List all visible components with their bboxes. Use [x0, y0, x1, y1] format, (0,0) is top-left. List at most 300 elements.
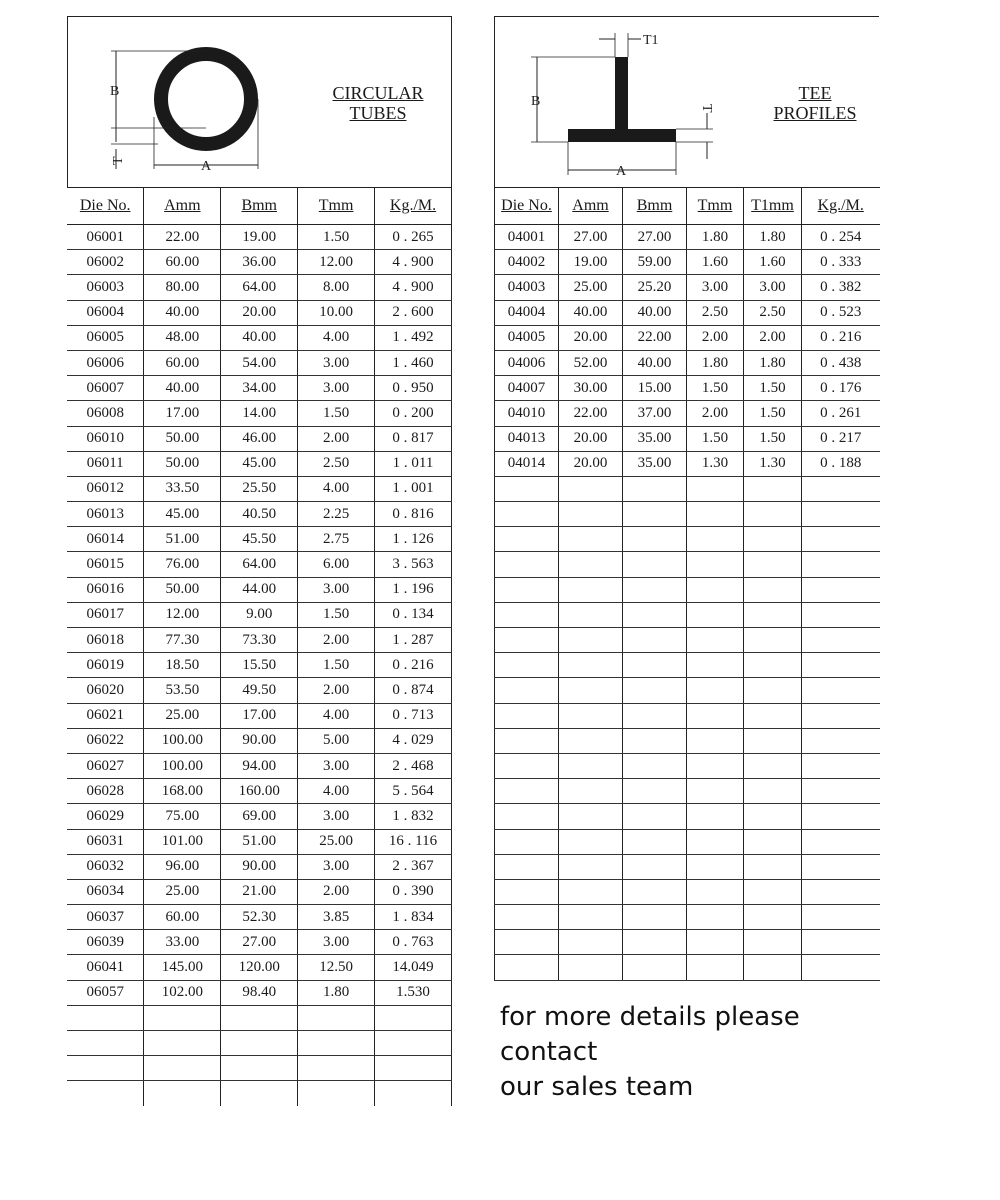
table-row	[67, 930, 452, 955]
table-row	[67, 628, 452, 653]
table-row	[495, 325, 880, 350]
table-cell: 0 . 134	[375, 602, 452, 627]
empty-cell	[687, 728, 744, 753]
empty-cell	[495, 703, 559, 728]
table-header-row	[67, 188, 452, 225]
table-cell: 25.50	[221, 476, 298, 501]
tee-profiles-panel	[494, 16, 879, 981]
table-cell: 2.50	[744, 300, 802, 325]
empty-cell	[802, 879, 880, 904]
table-cell: 1 . 832	[375, 804, 452, 829]
a-label: A	[201, 159, 212, 174]
empty-cell	[687, 905, 744, 930]
tube-ring	[161, 54, 251, 144]
table-cell: 06031	[67, 829, 144, 854]
table-cell: 2.50	[687, 300, 744, 325]
header-kg-per-m: Kg./M.	[802, 188, 880, 225]
empty-cell	[623, 602, 687, 627]
empty-cell	[559, 703, 623, 728]
empty-cell	[802, 753, 880, 778]
empty-cell	[495, 829, 559, 854]
table-cell: 49.50	[221, 678, 298, 703]
table-cell: 06004	[67, 300, 144, 325]
table-cell: 06027	[67, 753, 144, 778]
table-cell: 1 . 834	[375, 905, 452, 930]
empty-table-row	[495, 502, 880, 527]
table-cell: 1.50	[298, 602, 375, 627]
empty-cell	[495, 728, 559, 753]
header-tmm: Tmm	[687, 188, 744, 225]
empty-cell	[687, 502, 744, 527]
contact-note	[500, 1000, 900, 1105]
empty-cell	[144, 1056, 221, 1081]
empty-table-row	[495, 955, 880, 980]
table-row	[495, 451, 880, 476]
table-cell: 3.00	[298, 930, 375, 955]
contact-line-2: our sales team	[500, 1072, 694, 1102]
table-cell: 100.00	[144, 753, 221, 778]
empty-cell	[495, 678, 559, 703]
table-cell: 0 . 333	[802, 250, 880, 275]
empty-cell	[623, 905, 687, 930]
table-cell: 90.00	[221, 728, 298, 753]
table-cell: 33.00	[144, 930, 221, 955]
empty-cell	[375, 1031, 452, 1056]
table-cell: 1 . 460	[375, 350, 452, 375]
empty-cell	[495, 905, 559, 930]
table-cell: 51.00	[221, 829, 298, 854]
table-cell: 10.00	[298, 300, 375, 325]
table-row	[67, 325, 452, 350]
table-cell: 1.530	[375, 980, 452, 1005]
empty-cell	[623, 854, 687, 879]
empty-cell	[375, 1081, 452, 1106]
table-cell: 1.50	[744, 376, 802, 401]
table-cell: 52.30	[221, 905, 298, 930]
empty-cell	[802, 905, 880, 930]
title-line-1: CIRCULAR	[332, 83, 424, 103]
table-row	[495, 401, 880, 426]
empty-cell	[144, 1031, 221, 1056]
table-row	[67, 502, 452, 527]
empty-cell	[559, 728, 623, 753]
table-cell: 160.00	[221, 779, 298, 804]
table-cell: 40.00	[559, 300, 623, 325]
empty-cell	[298, 1005, 375, 1030]
table-cell: 34.00	[221, 376, 298, 401]
empty-cell	[802, 955, 880, 980]
empty-cell	[744, 879, 802, 904]
empty-cell	[623, 728, 687, 753]
header-amm: Amm	[559, 188, 623, 225]
table-cell: 06002	[67, 250, 144, 275]
table-cell: 06013	[67, 502, 144, 527]
empty-cell	[802, 552, 880, 577]
empty-cell	[802, 728, 880, 753]
table-row	[67, 753, 452, 778]
empty-table-row	[495, 577, 880, 602]
circular-tubes-body	[67, 225, 452, 1106]
table-cell: 3.00	[744, 275, 802, 300]
table-cell: 0 . 216	[802, 325, 880, 350]
table-cell: 35.00	[623, 426, 687, 451]
circular-tube-diagram	[67, 16, 452, 187]
table-cell: 3.00	[298, 350, 375, 375]
empty-cell	[802, 829, 880, 854]
empty-cell	[744, 678, 802, 703]
empty-cell	[67, 1005, 144, 1030]
table-cell: 0 . 200	[375, 401, 452, 426]
table-cell: 50.00	[144, 451, 221, 476]
table-cell: 0 . 713	[375, 703, 452, 728]
circular-tubes-table	[67, 187, 452, 1106]
empty-cell	[298, 1031, 375, 1056]
table-cell: 12.00	[144, 602, 221, 627]
table-row	[495, 275, 880, 300]
tee-flange	[568, 129, 676, 142]
table-cell: 06037	[67, 905, 144, 930]
table-cell: 45.50	[221, 527, 298, 552]
table-cell: 2.00	[744, 325, 802, 350]
empty-table-row	[67, 1056, 452, 1081]
table-cell: 0 . 176	[802, 376, 880, 401]
table-cell: 1 . 126	[375, 527, 452, 552]
table-cell: 4.00	[298, 779, 375, 804]
empty-table-row	[495, 829, 880, 854]
table-cell: 06029	[67, 804, 144, 829]
tee-profiles-table	[494, 187, 880, 981]
table-row	[67, 225, 452, 250]
table-cell: 1 . 196	[375, 577, 452, 602]
table-row	[67, 905, 452, 930]
table-cell: 12.00	[298, 250, 375, 275]
empty-cell	[495, 753, 559, 778]
table-cell: 0 . 216	[375, 653, 452, 678]
table-cell: 59.00	[623, 250, 687, 275]
table-row	[495, 300, 880, 325]
empty-cell	[744, 905, 802, 930]
empty-cell	[687, 653, 744, 678]
empty-cell	[559, 930, 623, 955]
table-cell: 0 . 254	[802, 225, 880, 250]
circular-tubes-panel	[67, 16, 452, 1106]
table-row	[67, 703, 452, 728]
empty-cell	[623, 753, 687, 778]
empty-cell	[559, 577, 623, 602]
table-cell: 1 . 287	[375, 628, 452, 653]
table-cell: 25.20	[623, 275, 687, 300]
table-cell: 0 . 523	[802, 300, 880, 325]
table-cell: 1.80	[687, 350, 744, 375]
table-cell: 14.049	[375, 955, 452, 980]
table-cell: 48.00	[144, 325, 221, 350]
table-cell: 4 . 900	[375, 250, 452, 275]
table-cell: 37.00	[623, 401, 687, 426]
contact-line-1: for more details please contact	[500, 1002, 800, 1067]
table-cell: 90.00	[221, 854, 298, 879]
empty-cell	[495, 628, 559, 653]
empty-cell	[221, 1005, 298, 1030]
table-cell: 64.00	[221, 552, 298, 577]
table-cell: 1.50	[298, 225, 375, 250]
table-cell: 06019	[67, 653, 144, 678]
empty-cell	[298, 1056, 375, 1081]
table-cell: 2.00	[298, 426, 375, 451]
empty-cell	[495, 854, 559, 879]
table-cell: 69.00	[221, 804, 298, 829]
empty-cell	[375, 1005, 452, 1030]
b-label: B	[531, 94, 541, 109]
empty-cell	[687, 552, 744, 577]
table-cell: 50.00	[144, 577, 221, 602]
table-cell: 4 . 029	[375, 728, 452, 753]
table-cell: 3.00	[298, 577, 375, 602]
table-cell: 1.50	[744, 426, 802, 451]
empty-cell	[687, 703, 744, 728]
table-cell: 2 . 468	[375, 753, 452, 778]
empty-cell	[67, 1056, 144, 1081]
empty-cell	[67, 1081, 144, 1106]
table-row	[67, 476, 452, 501]
table-cell: 06034	[67, 879, 144, 904]
table-cell: 06041	[67, 955, 144, 980]
table-cell: 19.00	[221, 225, 298, 250]
empty-cell	[559, 502, 623, 527]
table-cell: 25.00	[298, 829, 375, 854]
table-cell: 06016	[67, 577, 144, 602]
table-cell: 102.00	[144, 980, 221, 1005]
table-cell: 06011	[67, 451, 144, 476]
empty-cell	[623, 552, 687, 577]
table-row	[495, 250, 880, 275]
table-cell: 12.50	[298, 955, 375, 980]
empty-table-row	[495, 527, 880, 552]
table-cell: 0 . 217	[802, 426, 880, 451]
table-cell: 51.00	[144, 527, 221, 552]
table-cell: 40.50	[221, 502, 298, 527]
empty-cell	[559, 552, 623, 577]
empty-cell	[144, 1005, 221, 1030]
header-tmm: Tmm	[298, 188, 375, 225]
table-cell: 1.30	[744, 451, 802, 476]
table-row	[67, 955, 452, 980]
table-cell: 06005	[67, 325, 144, 350]
empty-cell	[559, 955, 623, 980]
table-cell: 3.00	[298, 854, 375, 879]
table-cell: 64.00	[221, 275, 298, 300]
table-row	[67, 854, 452, 879]
table-cell: 22.00	[623, 325, 687, 350]
empty-cell	[495, 779, 559, 804]
table-cell: 44.00	[221, 577, 298, 602]
table-cell: 0 . 438	[802, 350, 880, 375]
table-cell: 0 . 817	[375, 426, 452, 451]
empty-cell	[744, 552, 802, 577]
table-cell: 0 . 763	[375, 930, 452, 955]
table-row	[67, 300, 452, 325]
table-cell: 0 . 265	[375, 225, 452, 250]
empty-cell	[623, 653, 687, 678]
empty-table-row	[495, 678, 880, 703]
empty-cell	[559, 829, 623, 854]
table-cell: 04004	[495, 300, 559, 325]
table-cell: 04007	[495, 376, 559, 401]
header-kg-per-m: Kg./M.	[375, 188, 452, 225]
table-cell: 35.00	[623, 451, 687, 476]
empty-cell	[802, 577, 880, 602]
table-cell: 40.00	[221, 325, 298, 350]
table-row	[67, 980, 452, 1005]
table-cell: 40.00	[144, 376, 221, 401]
table-cell: 60.00	[144, 250, 221, 275]
table-cell: 0 . 950	[375, 376, 452, 401]
table-cell: 06003	[67, 275, 144, 300]
table-cell: 2.25	[298, 502, 375, 527]
empty-cell	[687, 930, 744, 955]
empty-cell	[221, 1031, 298, 1056]
tee-stem	[615, 57, 628, 129]
table-cell: 4.00	[298, 476, 375, 501]
table-row	[67, 401, 452, 426]
empty-cell	[802, 602, 880, 627]
table-cell: 04014	[495, 451, 559, 476]
table-row	[67, 779, 452, 804]
empty-cell	[744, 628, 802, 653]
table-cell: 06018	[67, 628, 144, 653]
table-cell: 0 . 261	[802, 401, 880, 426]
empty-cell	[687, 854, 744, 879]
empty-cell	[687, 527, 744, 552]
table-cell: 96.00	[144, 854, 221, 879]
table-cell: 5.00	[298, 728, 375, 753]
tee-profiles-title	[755, 83, 875, 123]
table-cell: 06028	[67, 779, 144, 804]
tee-profiles-body	[495, 225, 880, 981]
table-cell: 8.00	[298, 275, 375, 300]
empty-cell	[687, 955, 744, 980]
table-cell: 1 . 492	[375, 325, 452, 350]
empty-cell	[802, 678, 880, 703]
table-cell: 25.00	[559, 275, 623, 300]
empty-cell	[221, 1056, 298, 1081]
empty-cell	[623, 577, 687, 602]
table-cell: 1.60	[687, 250, 744, 275]
empty-cell	[495, 552, 559, 577]
empty-cell	[744, 602, 802, 627]
empty-cell	[559, 879, 623, 904]
empty-cell	[623, 527, 687, 552]
empty-cell	[298, 1081, 375, 1106]
empty-cell	[495, 879, 559, 904]
table-cell: 4.00	[298, 325, 375, 350]
table-row	[67, 678, 452, 703]
table-cell: 14.00	[221, 401, 298, 426]
empty-cell	[802, 527, 880, 552]
t-label: T	[111, 156, 126, 165]
empty-cell	[687, 476, 744, 501]
table-cell: 4 . 900	[375, 275, 452, 300]
empty-cell	[744, 753, 802, 778]
empty-cell	[495, 804, 559, 829]
empty-cell	[375, 1056, 452, 1081]
table-cell: 1.60	[744, 250, 802, 275]
empty-table-row	[495, 779, 880, 804]
header-bmm: Bmm	[221, 188, 298, 225]
table-cell: 101.00	[144, 829, 221, 854]
tee-profile-diagram	[494, 16, 879, 187]
table-cell: 04013	[495, 426, 559, 451]
table-cell: 40.00	[623, 350, 687, 375]
t-label: T	[699, 104, 714, 113]
table-cell: 06014	[67, 527, 144, 552]
table-cell: 30.00	[559, 376, 623, 401]
empty-cell	[559, 678, 623, 703]
table-row	[67, 527, 452, 552]
empty-cell	[623, 955, 687, 980]
empty-cell	[744, 703, 802, 728]
circular-tubes-title	[318, 83, 438, 123]
empty-table-row	[495, 552, 880, 577]
empty-cell	[559, 628, 623, 653]
table-cell: 06022	[67, 728, 144, 753]
table-cell: 60.00	[144, 905, 221, 930]
table-cell: 06012	[67, 476, 144, 501]
empty-cell	[744, 527, 802, 552]
table-cell: 1.80	[744, 350, 802, 375]
table-cell: 1.50	[687, 426, 744, 451]
empty-table-row	[495, 602, 880, 627]
table-cell: 06015	[67, 552, 144, 577]
header-die-no: Die No.	[67, 188, 144, 225]
empty-table-row	[67, 1031, 452, 1056]
empty-cell	[744, 804, 802, 829]
table-row	[67, 728, 452, 753]
header-bmm: Bmm	[623, 188, 687, 225]
empty-cell	[802, 779, 880, 804]
table-cell: 33.50	[144, 476, 221, 501]
empty-cell	[495, 527, 559, 552]
table-cell: 45.00	[221, 451, 298, 476]
table-cell: 98.40	[221, 980, 298, 1005]
empty-cell	[744, 653, 802, 678]
empty-cell	[623, 628, 687, 653]
empty-cell	[744, 854, 802, 879]
table-cell: 2 . 600	[375, 300, 452, 325]
table-row	[67, 879, 452, 904]
empty-cell	[559, 905, 623, 930]
empty-cell	[687, 628, 744, 653]
empty-cell	[802, 653, 880, 678]
table-cell: 25.00	[144, 703, 221, 728]
empty-table-row	[495, 879, 880, 904]
table-row	[67, 804, 452, 829]
table-cell: 60.00	[144, 350, 221, 375]
table-cell: 1.80	[687, 225, 744, 250]
title-line-1: TEE	[798, 83, 832, 103]
table-cell: 04006	[495, 350, 559, 375]
empty-cell	[623, 476, 687, 501]
table-cell: 168.00	[144, 779, 221, 804]
table-cell: 20.00	[221, 300, 298, 325]
table-cell: 2.00	[687, 401, 744, 426]
empty-cell	[559, 527, 623, 552]
empty-table-row	[495, 728, 880, 753]
table-cell: 3.00	[298, 804, 375, 829]
table-row	[67, 552, 452, 577]
table-cell: 4.00	[298, 703, 375, 728]
empty-cell	[744, 955, 802, 980]
table-cell: 46.00	[221, 426, 298, 451]
